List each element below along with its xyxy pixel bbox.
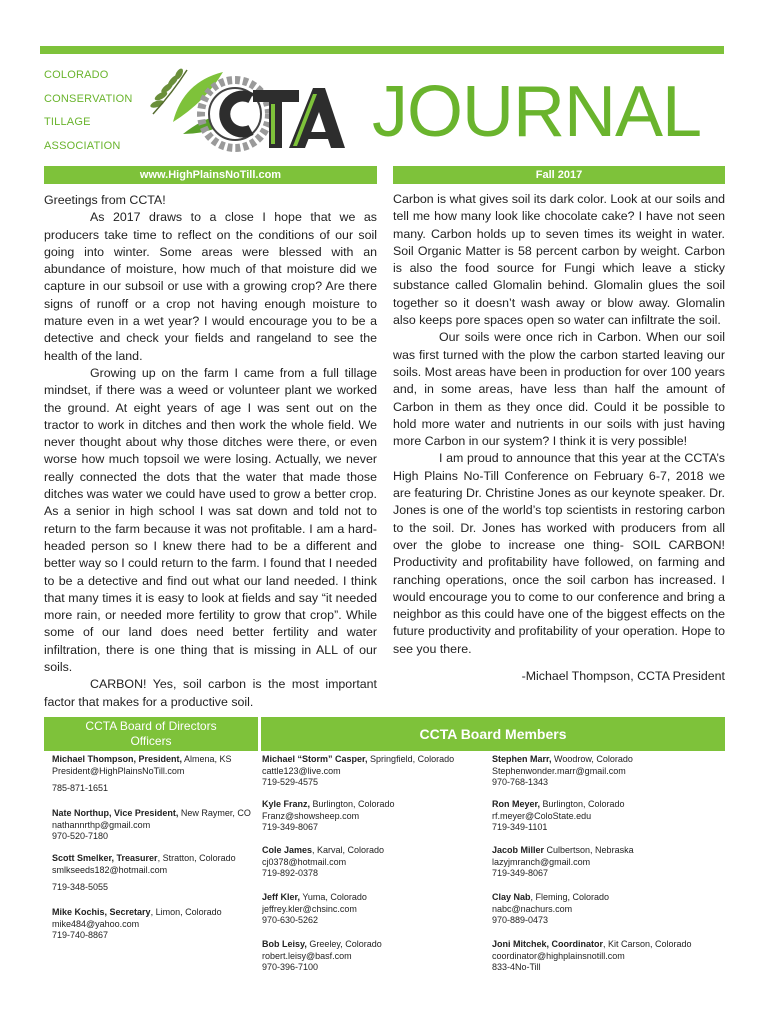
member-name: Bob Leisy, — [262, 939, 307, 949]
officer-entry — [52, 808, 251, 843]
officer-phone: 719-348-5055 — [52, 882, 109, 892]
officers-heading-line: CCTA Board of Directors — [85, 719, 217, 733]
officer-email[interactable]: President@HighPlainsNoTill.com — [52, 765, 185, 776]
assoc-line: ASSOCIATION — [44, 139, 121, 152]
member-entry — [492, 892, 609, 927]
officer-place: New Raymer, CO — [178, 808, 251, 818]
member-name: Ron Meyer, — [492, 799, 541, 809]
member-place: , Kit Carson, Colorado — [603, 939, 692, 949]
member-place: Springfield, Colorado — [367, 754, 455, 764]
member-phone: 719-892-0378 — [262, 868, 319, 878]
member-entry — [492, 939, 692, 974]
member-entry — [262, 939, 382, 974]
officers-heading-line: Officers — [130, 734, 172, 748]
letter-column-left — [44, 192, 377, 711]
member-email[interactable]: cattle123@live.com — [262, 765, 341, 776]
member-place: Burlington, Colorado — [540, 799, 625, 809]
member-phone: 970-889-0473 — [492, 915, 549, 925]
member-name: Jacob Miller — [492, 845, 545, 855]
assoc-line: COLORADO — [44, 69, 109, 81]
member-phone: 719-529-4575 — [262, 777, 319, 787]
member-name: Joni Mitchek, Coordinator — [492, 939, 604, 949]
member-entry — [492, 799, 625, 834]
officer-entry — [52, 754, 232, 795]
officer-name: Scott Smelker, Treasurer — [52, 853, 158, 863]
member-email[interactable]: robert.leisy@basf.com — [262, 950, 352, 961]
officer-name: Nate Northup, Vice President, — [52, 808, 179, 818]
officer-name: Michael Thompson, President, — [52, 754, 183, 764]
assoc-line: CONSERVATION — [44, 92, 133, 105]
member-email[interactable]: Franz@showsheep.com — [262, 810, 360, 821]
member-email[interactable]: nabc@nachurs.com — [492, 903, 573, 914]
letter-paragraph: Our soils were once rich in Carbon. When our soil was first turned with the plow the carbon started leaving our soils. Most areas have been in production for over 100 years and, in some areas, have less than half the amount of Carbon in them as they once did. Could it be possible to hold more water and nutrients in our soils with just having more Carbon in our system? I think it is very possible! — [393, 330, 725, 449]
officer-email[interactable]: mike484@yahoo.com — [52, 918, 140, 929]
masthead-title: JOURNAL — [372, 72, 702, 152]
member-entry — [262, 845, 384, 880]
member-email[interactable]: coordinator@highplainsnotill.com — [492, 950, 625, 961]
header-rule — [40, 46, 724, 54]
officer-place: Almena, KS — [182, 754, 232, 764]
officers-heading — [44, 717, 258, 751]
member-place: Greeley, Colorado — [306, 939, 382, 949]
member-entry — [262, 799, 395, 834]
member-entry — [492, 754, 633, 789]
member-name: Clay Nab — [492, 892, 531, 902]
member-phone: 719-349-1101 — [492, 822, 548, 832]
officer-email[interactable]: smlkseeds182@hotmail.com — [52, 864, 168, 875]
letter-paragraph: I am proud to announce that this year at the CCTA’s High Plains No-Till Conference on February 6-7, 2018 we are featuring Dr. Christine Jones as our keynote speaker. Dr. Jones is one of the world’s top scientists in restoring carbon to the soil. Dr. Jones has worked with producers from all over the globe to increase one thing- SOIL CARBON! Productivity and profitability have followed, on farming and ranching operations, once the soil carbon has increased. I would encourage you to come to our conference and bring a neighbor as this could have one of the biggest effects on the future productivity and profitability of your operation. Hope to see you there. — [393, 451, 725, 656]
association-name — [44, 68, 133, 162]
member-phone: 970-768-1343 — [492, 777, 549, 787]
letter-paragraph: Growing up on the farm I came from a full tillage mindset, if there was a weed or volunteer plant we worked the ground. At eight years of age I was sent out on the tractor to work in ditches and then work the whole field. We never thought about why those ditches were there, or even worse how much topsoil we were losing. Actually, we never really connected the dots that the water that made those ditches was water we could have used to grow a better crop. As a senior in high school I was sat down and told not to return to the farm because it was not profitable. I am a hard-headed person so I knew there had to be a different and better way so I could return to the farm. I found that I needed to be a detective and find out what our land needed. I think that many times it is easy to look at fields and say “it needed more rain, or needed more fertility to grow that crop”. While some of our land does need better fertility and water infiltration, there is one thing that is missing in ALL of our soils. — [44, 365, 377, 675]
member-email[interactable]: lazyjmranch@gmail.com — [492, 856, 591, 867]
letter-paragraph: CARBON! Yes, soil carbon is the most important factor that makes for a productive soil. — [44, 677, 377, 709]
greeting: Greetings from CCTA! — [44, 193, 166, 207]
assoc-line: TILLAGE — [44, 116, 91, 128]
member-email[interactable]: rf.meyer@ColoState.edu — [492, 810, 592, 821]
letter-column-right — [393, 191, 725, 685]
member-name: Michael “Storm” Casper, — [262, 754, 368, 764]
member-place: Burlington, Colorado — [310, 799, 395, 809]
member-entry — [262, 754, 454, 789]
member-email[interactable]: cj0378@hotmail.com — [262, 856, 347, 867]
members-heading: CCTA Board Members — [261, 717, 725, 751]
officer-phone: 785-871-1651 — [52, 783, 109, 793]
officer-entry — [52, 907, 222, 942]
letter-paragraph: As 2017 draws to a close I hope that we as producers take time to reflect on the conditions of our soil going into winter. Some areas were blessed with an abundance of moisture, how much of that moisture did we capture in our subsoil or use with a growing crop? Are there signs of runoff or a crop not having enough moisture to mature even in a wet year? I would encourage you to be a detective and check your fields and rangeland to see the health of the land. — [44, 210, 377, 363]
officer-entry — [52, 853, 236, 894]
member-place: , Karval, Colorado — [312, 845, 385, 855]
letter-paragraph: Carbon is what gives soil its dark color. Look at our soils and tell me how many look like chocolate cake? I have not seen many. Carbon holds up to seven times its weight in water. Soil Organic Matter is 58 percent carbon by weight. Carbon is also the food source for Fungi which leave a sticky substance called Glomalin behind. Glomalin glues the soil together so it doesn’t wash away or blow away. Glomalin also keeps pore spaces open so water can infiltrate the soil. — [393, 192, 725, 328]
signature: -Michael Thompson, CCTA President — [521, 669, 725, 684]
member-phone: 719-349-8067 — [492, 868, 549, 878]
member-name: Stephen Marr, — [492, 754, 552, 764]
member-email[interactable]: jeffrey.kler@chsinc.com — [262, 903, 357, 914]
website-bar[interactable]: www.HighPlainsNoTill.com — [44, 166, 377, 184]
issue-bar: Fall 2017 — [393, 166, 725, 184]
member-place: , Fleming, Colorado — [530, 892, 610, 902]
member-place: Culbertson, Nebraska — [544, 845, 634, 855]
member-name: Kyle Franz, — [262, 799, 311, 809]
cta-logo — [143, 62, 347, 158]
officer-email[interactable]: nathannrthp@gmail.com — [52, 819, 151, 830]
member-entry — [492, 845, 634, 880]
member-place: Woodrow, Colorado — [551, 754, 633, 764]
officer-place: , Stratton, Colorado — [157, 853, 236, 863]
member-phone: 719-349-8067 — [262, 822, 319, 832]
member-phone: 833-4No-Till — [492, 962, 541, 972]
officer-name: Mike Kochis, Secretary — [52, 907, 151, 917]
member-entry — [262, 892, 367, 927]
officer-phone: 970-520-7180 — [52, 831, 109, 841]
member-email[interactable]: Stephenwonder.marr@gmail.com — [492, 765, 626, 776]
member-name: Jeff Kler, — [262, 892, 301, 902]
officer-place: , Limon, Colorado — [150, 907, 222, 917]
member-name: Cole James — [262, 845, 313, 855]
member-phone: 970-396-7100 — [262, 962, 319, 972]
member-place: Yuma, Colorado — [300, 892, 367, 902]
member-phone: 970-630-5262 — [262, 915, 319, 925]
officer-phone: 719-740-8867 — [52, 930, 109, 940]
